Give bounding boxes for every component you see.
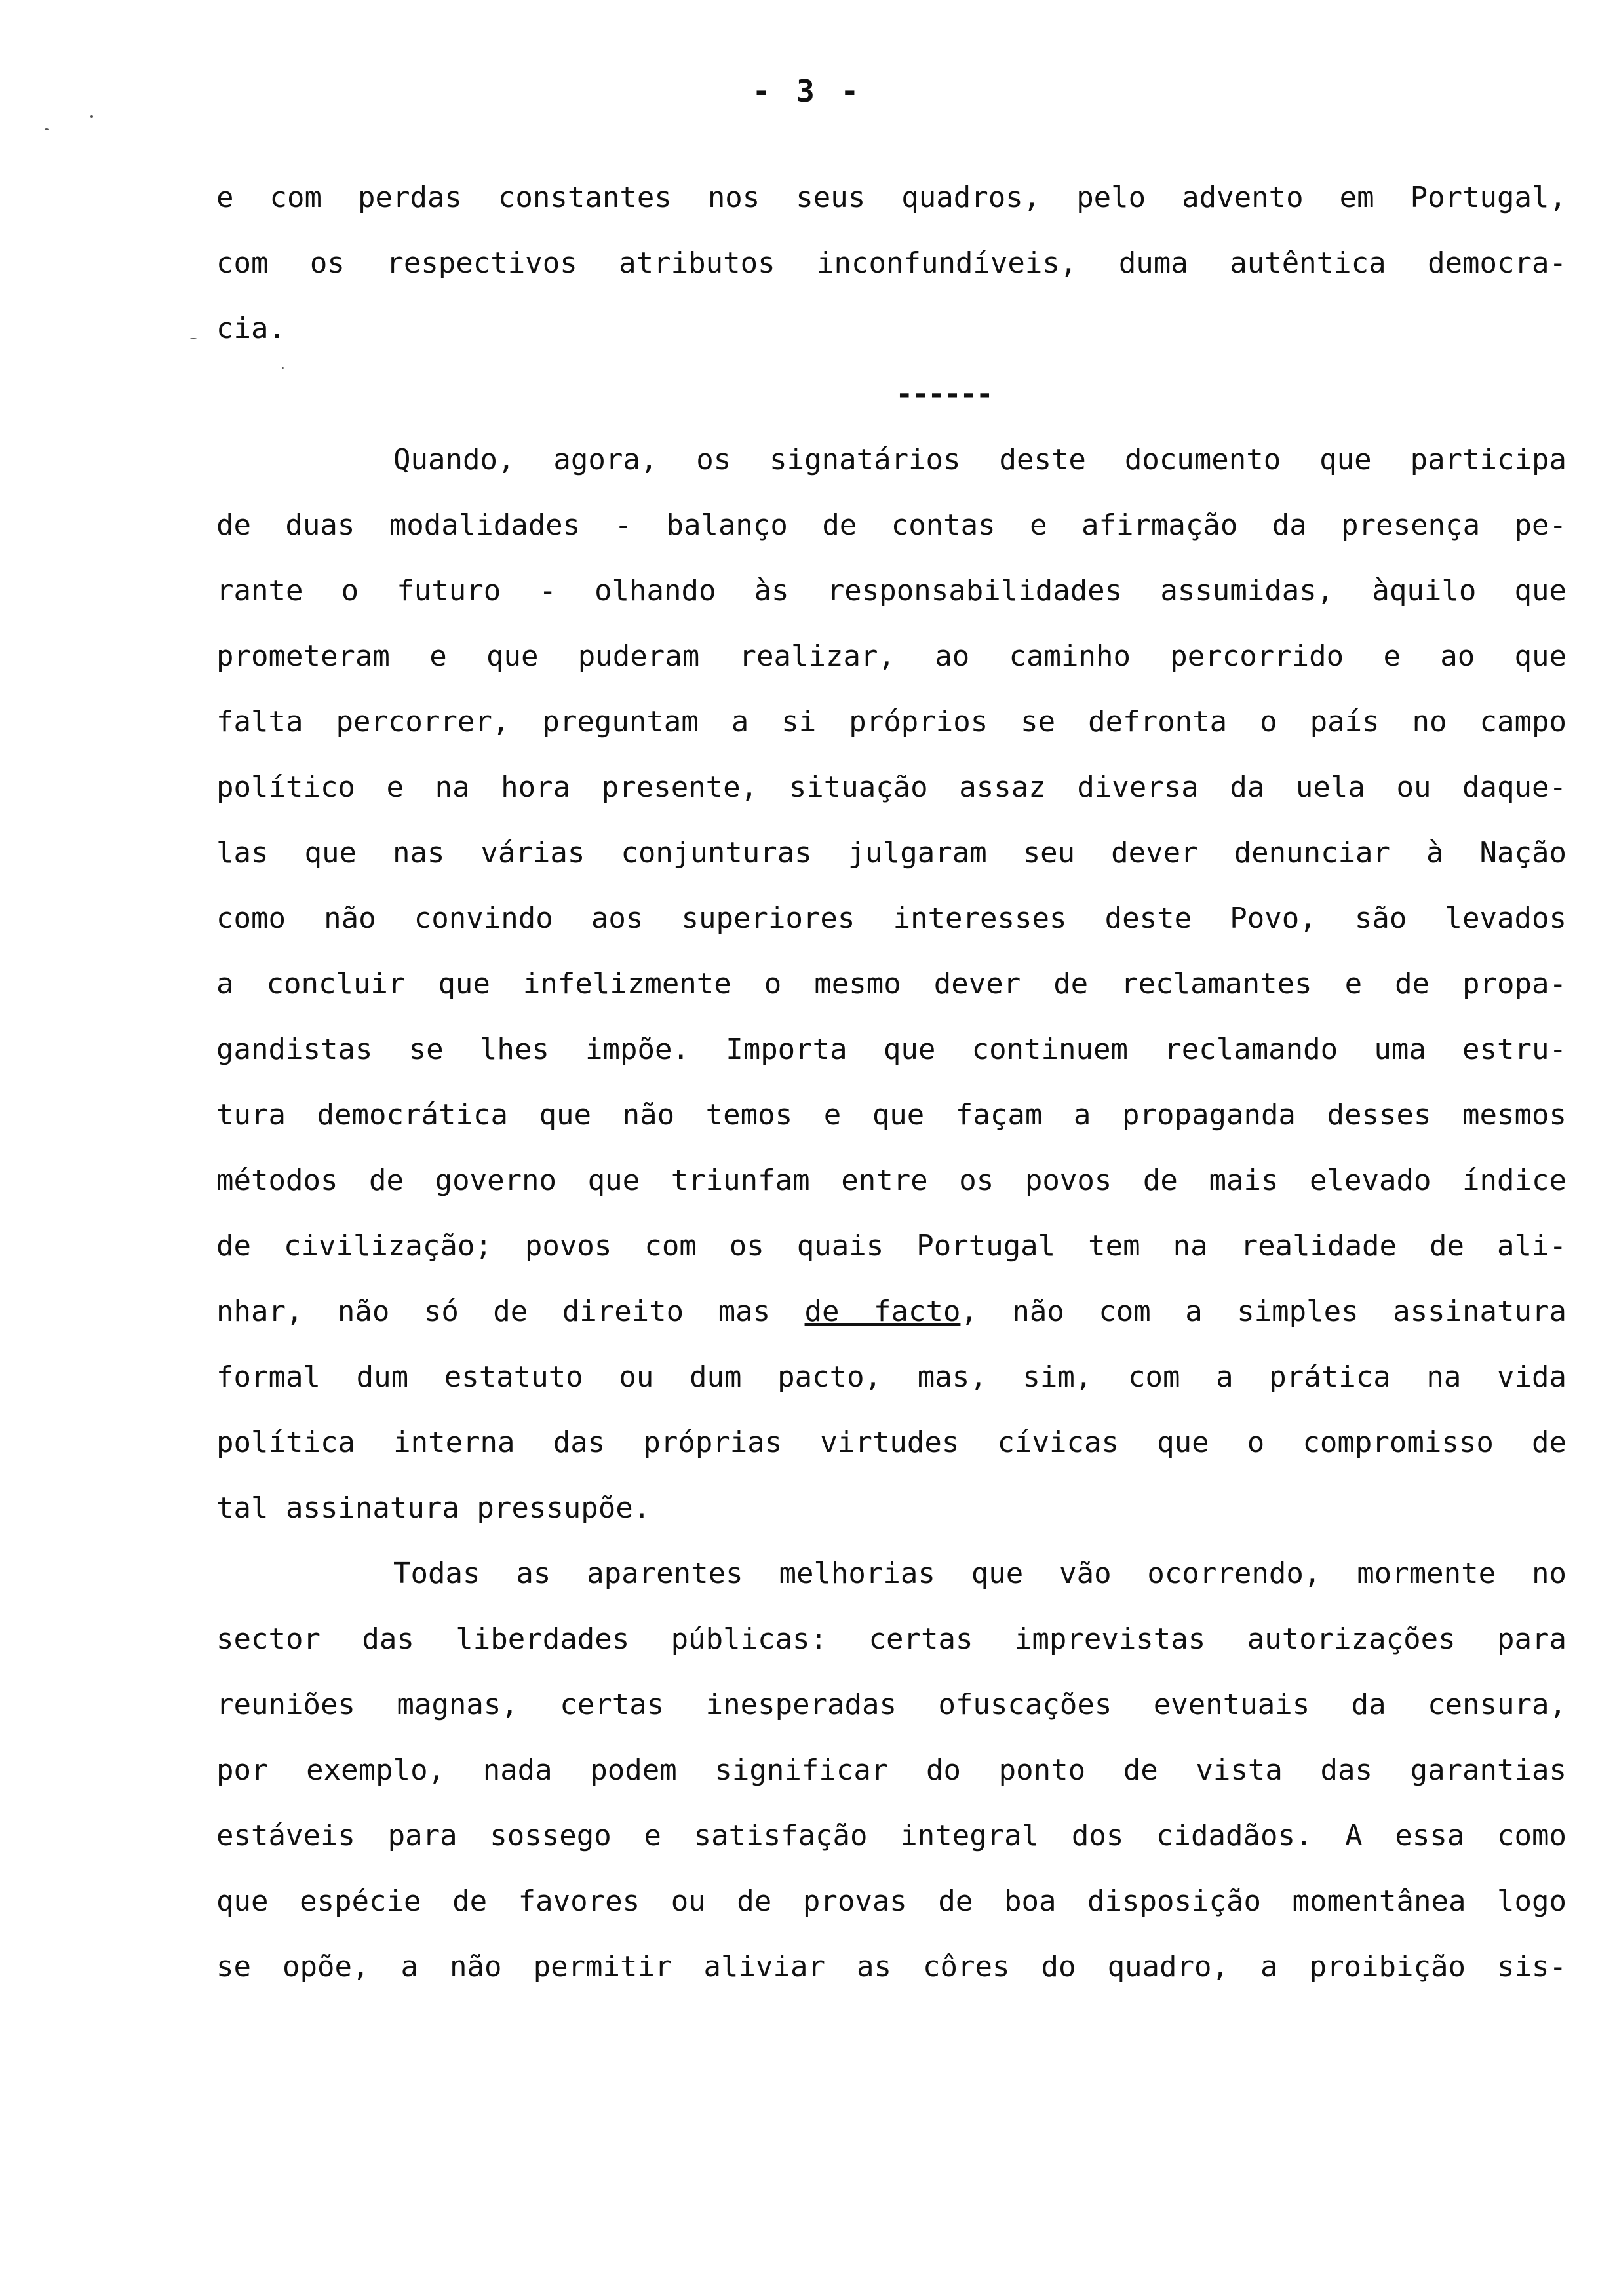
text-line: gandistas se lhes impõe. Importa que continuem reclamando uma estru-	[216, 1033, 1566, 1066]
text-line: sector das liberdades públicas: certas imprevistas autorizações para	[216, 1622, 1566, 1656]
text-line: com os respectivos atributos inconfundíveis, duma autêntica democra-	[216, 246, 1566, 280]
text-line: de civilização; povos com os quais Portugal tem na realidade de ali-	[216, 1229, 1566, 1263]
text-line: las que nas várias conjunturas julgaram seu dever denunciar à Nação	[216, 836, 1566, 870]
text-line: a concluir que infelizmente o mesmo dever de reclamantes e de propa-	[216, 967, 1566, 1001]
text-line: falta percorrer, preguntam a si próprios se defronta o país no campo	[216, 705, 1566, 738]
text-line: tura democrática que não temos e que façam a propaganda desses mesmos	[216, 1098, 1566, 1132]
text-line: tal assinatura pressupõe.	[216, 1491, 651, 1525]
underlined-phrase: de facto	[804, 1295, 961, 1328]
text-line: de duas modalidades - balanço de contas e afirmação da presença pe-	[216, 508, 1566, 542]
text-line: Quando, agora, os signatários deste documento que participa	[393, 443, 1566, 476]
paragraph-3	[216, 1541, 1566, 2000]
paragraph-1	[216, 165, 1566, 362]
text-line: reuniões magnas, certas inesperadas ofuscações eventuais da censura,	[216, 1688, 1566, 1721]
text-line: rante o futuro - olhando às responsabilidades assumidas, àquilo que	[216, 574, 1566, 607]
document-body	[216, 165, 1566, 2000]
scan-speck	[45, 128, 49, 130]
text-line: Todas as aparentes melhorias que vão ocorrendo, mormente no	[393, 1557, 1566, 1590]
text-line: prometeram e que puderam realizar, ao caminho percorrido e ao que	[216, 640, 1566, 673]
page-number: - 3 -	[752, 73, 863, 109]
text-line: e com perdas constantes nos seus quadros, pelo advento em Portugal,	[216, 181, 1566, 214]
text-line: formal dum estatuto ou dum pacto, mas, sim, com a prática na vida	[216, 1360, 1566, 1394]
text-line: cia.	[216, 312, 286, 345]
text-line: como não convindo aos superiores interesses deste Povo, são levados	[216, 902, 1566, 935]
text-line-with-underline	[216, 1279, 1566, 1345]
text-line: política interna das próprias virtudes cívicas que o compromisso de	[216, 1426, 1566, 1459]
text-line: se opõe, a não permitir aliviar as côres do quadro, a proibição sis-	[216, 1950, 1566, 1983]
text-segment: , não com a simples assinatura	[960, 1295, 1566, 1328]
scan-speck	[190, 338, 197, 339]
text-line: estáveis para sossego e satisfação integral dos cidadãos. A essa como	[216, 1819, 1566, 1852]
text-line: que espécie de favores ou de provas de boa disposição momentânea logo	[216, 1885, 1566, 1918]
section-separator: ------	[895, 377, 992, 411]
text-line: político e na hora presente, situação assaz diversa da uela ou daque-	[216, 771, 1566, 804]
paragraph-2	[216, 427, 1566, 1541]
scan-speck	[90, 115, 93, 118]
text-line: por exemplo, nada podem significar do ponto de vista das garantias	[216, 1753, 1566, 1787]
text-segment: nhar, não só de direito mas	[216, 1295, 805, 1328]
text-line: métodos de governo que triunfam entre os povos de mais elevado índice	[216, 1164, 1566, 1197]
